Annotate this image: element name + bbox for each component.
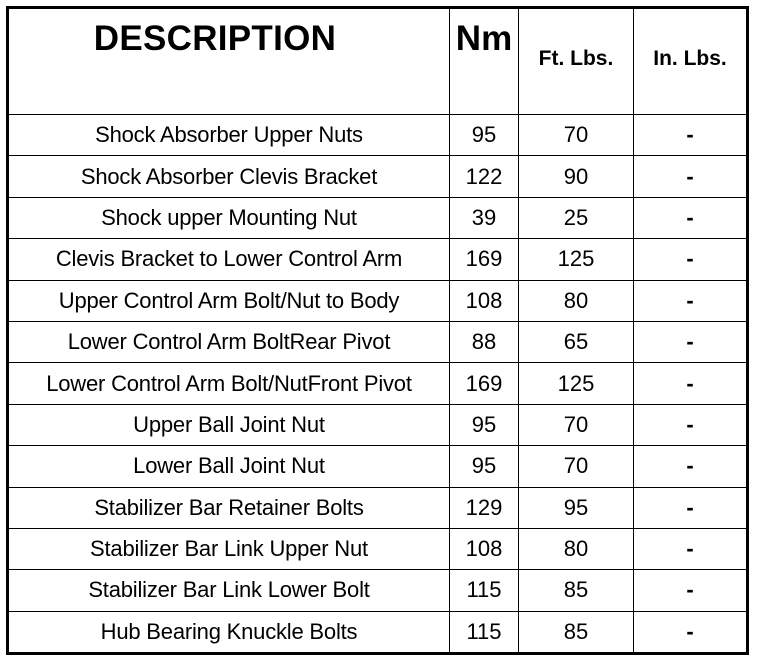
description-cell: Clevis Bracket to Lower Control Arm	[8, 239, 450, 280]
table-row	[8, 197, 748, 238]
table-row	[8, 570, 748, 611]
in-lbs-cell: -	[634, 239, 748, 280]
nm-cell: 122	[450, 156, 519, 197]
ft-lbs-cell: 90	[519, 156, 634, 197]
description-cell: Shock upper Mounting Nut	[8, 197, 450, 238]
in-lbs-cell: -	[634, 156, 748, 197]
in-lbs-cell: -	[634, 404, 748, 445]
ft-lbs-cell: 70	[519, 446, 634, 487]
ft-lbs-cell: 85	[519, 570, 634, 611]
description-cell: Lower Control Arm Bolt/NutFront Pivot	[8, 363, 450, 404]
in-lbs-cell: -	[634, 487, 748, 528]
description-cell: Stabilizer Bar Link Upper Nut	[8, 528, 450, 569]
table-row	[8, 363, 748, 404]
description-cell: Upper Control Arm Bolt/Nut to Body	[8, 280, 450, 321]
nm-cell: 169	[450, 363, 519, 404]
torque-spec-table	[6, 6, 749, 655]
nm-cell: 108	[450, 280, 519, 321]
table-row	[8, 115, 748, 156]
description-cell: Upper Ball Joint Nut	[8, 404, 450, 445]
description-column-header: DESCRIPTION	[8, 8, 450, 115]
table-row	[8, 239, 748, 280]
ft-lbs-cell: 80	[519, 280, 634, 321]
nm-cell: 108	[450, 528, 519, 569]
in-lbs-cell: -	[634, 115, 748, 156]
in-lbs-cell: -	[634, 570, 748, 611]
nm-cell: 95	[450, 404, 519, 445]
nm-cell: 39	[450, 197, 519, 238]
table-row	[8, 487, 748, 528]
ft-lbs-cell: 125	[519, 363, 634, 404]
nm-cell: 115	[450, 570, 519, 611]
table-body	[8, 115, 748, 654]
nm-cell: 95	[450, 115, 519, 156]
description-cell: Stabilizer Bar Retainer Bolts	[8, 487, 450, 528]
in-lbs-cell: -	[634, 321, 748, 362]
description-cell: Shock Absorber Upper Nuts	[8, 115, 450, 156]
description-cell: Stabilizer Bar Link Lower Bolt	[8, 570, 450, 611]
table-row	[8, 446, 748, 487]
ft-lbs-cell: 80	[519, 528, 634, 569]
table-row	[8, 280, 748, 321]
in-lbs-cell: -	[634, 446, 748, 487]
table-row	[8, 611, 748, 653]
table-row	[8, 321, 748, 362]
nm-cell: 88	[450, 321, 519, 362]
nm-cell: 115	[450, 611, 519, 653]
in-lbs-cell: -	[634, 280, 748, 321]
table-row	[8, 156, 748, 197]
description-cell: Hub Bearing Knuckle Bolts	[8, 611, 450, 653]
in-lbs-cell: -	[634, 363, 748, 404]
ft-lbs-cell: 70	[519, 115, 634, 156]
ft-lbs-cell: 65	[519, 321, 634, 362]
nm-column-header: Nm	[450, 8, 519, 115]
in-lbs-cell: -	[634, 197, 748, 238]
in-lbs-cell: -	[634, 528, 748, 569]
ft-lbs-cell: 70	[519, 404, 634, 445]
description-cell: Shock Absorber Clevis Bracket	[8, 156, 450, 197]
ft-lbs-cell: 125	[519, 239, 634, 280]
nm-cell: 169	[450, 239, 519, 280]
ft-lbs-cell: 25	[519, 197, 634, 238]
ft-lbs-cell: 95	[519, 487, 634, 528]
in-lbs-cell: -	[634, 611, 748, 653]
description-cell: Lower Control Arm BoltRear Pivot	[8, 321, 450, 362]
table-header-row	[8, 8, 748, 115]
description-cell: Lower Ball Joint Nut	[8, 446, 450, 487]
nm-cell: 95	[450, 446, 519, 487]
ft-lbs-column-header: Ft. Lbs.	[519, 8, 634, 115]
table-row	[8, 528, 748, 569]
in-lbs-column-header: In. Lbs.	[634, 8, 748, 115]
table-row	[8, 404, 748, 445]
ft-lbs-cell: 85	[519, 611, 634, 653]
nm-cell: 129	[450, 487, 519, 528]
